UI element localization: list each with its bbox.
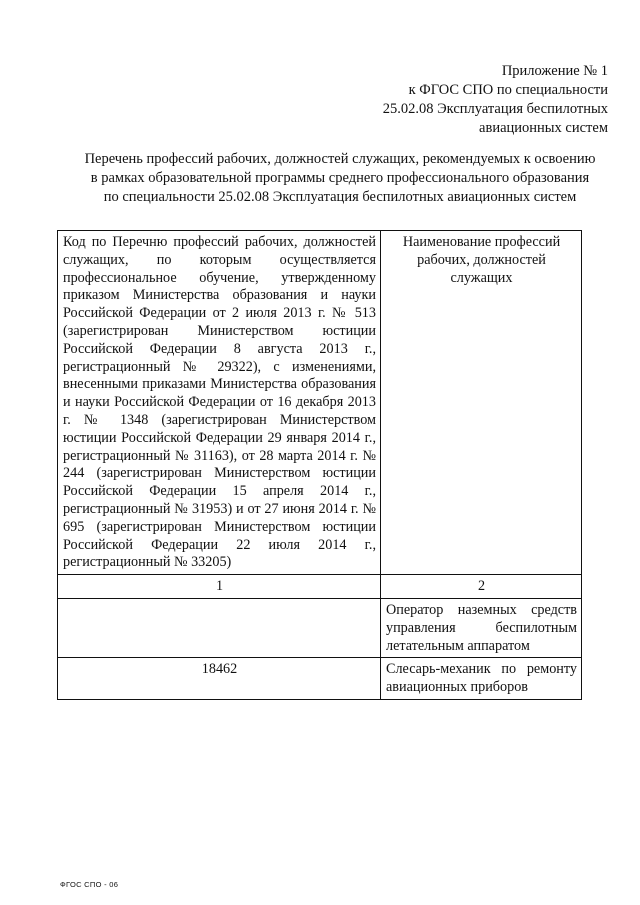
appendix-caption	[383, 62, 608, 138]
header-name-cell: Наименование профессий рабочих, должностей служащих	[381, 231, 582, 575]
table-header-row	[58, 231, 582, 575]
table-row	[58, 658, 582, 700]
appendix-number: Приложение № 1	[501, 63, 608, 79]
header-code-cell: Код по Перечню профессий рабочих, должностей служащих, по которым осуществляется профессиональное обучение, утвержденному приказом Министерства образования и науки Российской Федерации от 2 июля 2013 г. № 513 (зарегистрирован Министерством юстиции Российской Федерации 8 августа 2013 г., регистрационный № 29322), с изменениями, внесенными приказами Министерства образования и науки Российской Федерации от 16 декабря 2013 г. № 1348 (зарегистрирован Министерством юстиции Российской Федерации 29 января 2014 г., регистрационный № 31163), от 28 марта 2014 г. № 244 (зарегистрирован Министерством юстиции Российской Федерации 15 апреля 2014 г., регистрационный № 31953) и от 27 июня 2014 г. № 695 (зарегистрирован Министерством юстиции Российской Федерации 22 июля 2014 г., регистрационный № 33205)	[58, 231, 381, 575]
profession-name-cell: Слесарь-механик по ремонту авиационных приборов	[381, 658, 582, 700]
column-numbers-row	[58, 575, 582, 599]
appendix-standard: к ФГОС СПО по специальности	[408, 82, 608, 98]
column-number-1: 1	[58, 575, 381, 599]
title-line-2: в рамках образовательной программы среднего профессионального образования	[90, 170, 590, 186]
profession-code-cell: 18462	[58, 658, 381, 700]
title-line-3: по специальности 25.02.08 Эксплуатация беспилотных авиационных систем	[103, 189, 577, 205]
document-title	[60, 150, 620, 207]
professions-table	[57, 230, 582, 700]
title-line-1: Перечень профессий рабочих, должностей служащих, рекомендуемых к освоению	[84, 151, 596, 167]
column-number-2: 2	[381, 575, 582, 599]
page-footer: ФГОС СПО - 06	[60, 880, 119, 889]
appendix-specialty: 25.02.08 Эксплуатация беспилотных	[382, 101, 608, 117]
profession-name-cell: Оператор наземных средств управления беспилотным летательным аппаратом	[381, 598, 582, 657]
table-row	[58, 598, 582, 657]
profession-code-cell	[58, 598, 381, 657]
appendix-specialty-cont: авиационных систем	[479, 120, 608, 136]
